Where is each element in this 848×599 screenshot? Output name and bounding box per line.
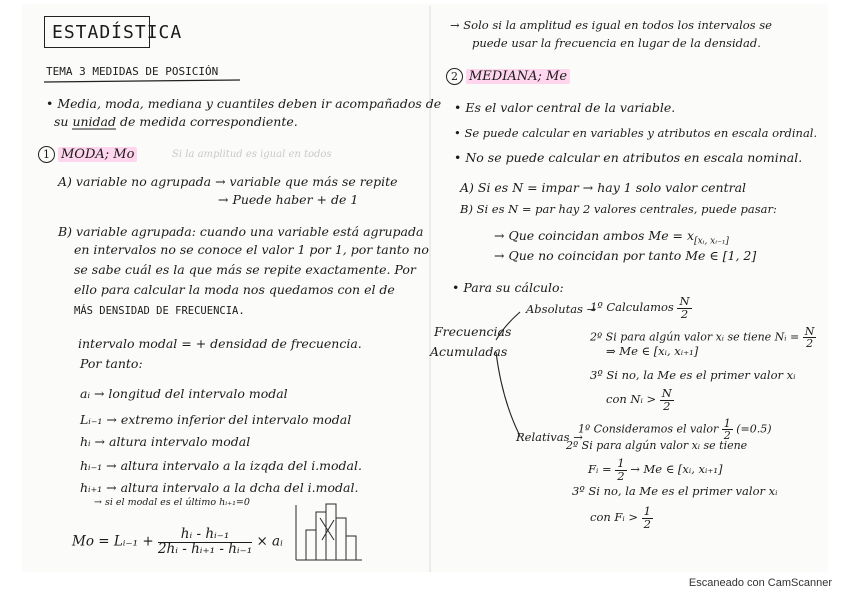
formula-denominator: 2hᵢ - hᵢ₊₁ - hᵢ₋₁ [157, 540, 253, 557]
def-hi: hᵢ → altura intervalo modal [80, 434, 251, 449]
abs-step-3b [606, 388, 674, 412]
frac-2: 2 [680, 306, 689, 321]
mediana-title: MEDIANA; Me [466, 69, 570, 84]
rel-step-2b-tail: → Me ∈ [xᵢ, xᵢ₊₁] [630, 462, 723, 476]
rel-step-3b-frac [642, 506, 653, 530]
moda-b-line-4: ello para calcular la moda nos quedamos con el de [74, 282, 395, 297]
abs-step-3b-text: con Nᵢ > [606, 392, 657, 406]
moda-heading [38, 146, 137, 163]
absolutas-label: Absolutas → [526, 302, 597, 316]
rel-step-1-text: 1º Consideramos el valor [578, 422, 719, 436]
scanner-footer: Escaneado con CamScanner [688, 577, 832, 589]
rel-step-1 [578, 418, 772, 441]
frac-2: 2 [643, 516, 651, 531]
frac-1: 1 [617, 456, 625, 470]
mediana-number: 2 [446, 68, 463, 85]
moda-b-line-3: se sabe cuál es la que más se repite exactamente. Por [74, 262, 416, 277]
frac-n: N [679, 294, 690, 308]
def-hi-minus-1: hᵢ₋₁ → altura intervalo a la izqda del i.modal. [80, 458, 362, 473]
formula-numerator: hᵢ - hᵢ₋₁ [158, 528, 252, 543]
intro-line-2: su unidad de medida correspondiente. [54, 114, 298, 129]
frac-2: 2 [663, 398, 671, 413]
rel-step-3b [590, 506, 653, 530]
no-coinciden-line: → Que no coincidan por tanto Me ∈ [1, 2] [494, 248, 757, 263]
mediana-bullet-1: • Es el valor central de la variable. [454, 100, 676, 115]
frac-2: 2 [723, 429, 731, 442]
frecuencias-label: Frecuencias [434, 324, 512, 339]
histogram-sketch [296, 504, 362, 560]
def-hi-plus-1: hᵢ₊₁ → altura intervalo a la dcha del i.modal. [80, 480, 359, 495]
page-title: ESTADÍSTICA [52, 22, 183, 43]
coinciden-text: → Que coincidan ambos Me = x [494, 228, 695, 243]
relativas-label: Relativas → [516, 430, 583, 444]
formula-fraction [158, 528, 252, 556]
abs-step-1 [590, 296, 692, 320]
abs-step-3: 3º Si no, la Me es el primer valor xᵢ [590, 368, 796, 382]
rel-step-2b [588, 458, 723, 482]
moda-b-line-2: en intervalos no se conoce el valor 1 por 1, por tanto no [74, 242, 429, 257]
top-note-1: → Solo si la amplitud es igual en todos los intervalos se [450, 18, 772, 32]
abs-step-2b: ⇒ Me ∈ [xᵢ, xᵢ₊₁] [606, 344, 699, 358]
frac-1: 1 [723, 417, 731, 430]
note-last-interval: → si el modal es el último hᵢ₊₁=0 [94, 497, 250, 508]
theme-underline [44, 80, 240, 82]
abs-step-2-text: 2º Si para algún valor xᵢ se tiene Nᵢ = [590, 330, 800, 344]
abs-step-2-frac [803, 326, 817, 349]
mediana-b-line: B) Si es N = par hay 2 valores centrales, puede pasar: [460, 202, 777, 216]
moda-title: MODA; Mo [58, 147, 137, 162]
moda-number: 1 [38, 146, 55, 163]
abs-step-1-text: 1º Calculamos [590, 300, 674, 314]
formula-lhs: Mo = Lᵢ₋₁ + [72, 533, 154, 550]
moda-b-line-1: B) variable agrupada: cuando una variable está agrupada [58, 224, 424, 239]
mediana-bullet-3: • No se puede calcular en atributos en escala nominal. [454, 150, 803, 165]
rel-step-1-value: (=0.5) [736, 422, 772, 436]
rel-step-3: 3º Si no, la Me es el primer valor xᵢ [572, 484, 778, 498]
frac-n: N [661, 386, 672, 400]
rel-step-2: 2º Si para algún valor xᵢ se tiene [566, 439, 748, 452]
para-calculo: • Para su cálculo: [452, 280, 564, 295]
intervalo-modal-line: intervalo modal = + densidad de frecuencia. [78, 336, 362, 351]
intro-line-1: • Media, moda, mediana y cuantiles deben ir acompañados de [46, 96, 442, 111]
abs-step-3b-frac [660, 388, 674, 412]
moda-b-line-5: MÁS DENSIDAD DE FRECUENCIA. [74, 305, 245, 317]
coinciden-line [494, 230, 729, 247]
moda-a-line2: → Puede haber + de 1 [218, 192, 359, 207]
formula-tail: × aᵢ [256, 533, 283, 550]
rel-step-2b-frac [615, 458, 626, 482]
rel-step-3b-text: con Fᵢ > [590, 510, 639, 524]
mediana-a-line: A) Si es N = impar → hay 1 solo valor central [460, 180, 747, 195]
def-li-1: Lᵢ₋₁ → extremo inferior del intervalo modal [80, 412, 352, 427]
pencil-note: Si la amplitud es igual en todos [172, 149, 332, 160]
rel-step-2b-fi: Fᵢ = [588, 462, 612, 476]
acumuladas-label: Acumuladas [430, 344, 508, 359]
rel-step-1-frac [722, 418, 733, 441]
moda-formula [72, 528, 283, 556]
abs-step-1-frac [677, 296, 691, 320]
mediana-bullet-2: • Se puede calcular en variables y atributos en escala ordinal. [454, 126, 818, 140]
por-tanto: Por tanto: [80, 356, 143, 371]
frac-n: N [804, 325, 815, 338]
moda-a-line1: A) variable no agrupada → variable que más se repite [58, 174, 398, 189]
def-ai: aᵢ → longitud del intervalo modal [80, 386, 288, 401]
frac-2: 2 [806, 337, 814, 350]
frac-2: 2 [617, 468, 625, 483]
theme-heading: TEMA 3 MEDIDAS DE POSICIÓN [46, 65, 219, 78]
frac-1: 1 [643, 504, 651, 518]
top-note-2: puede usar la frecuencia en lugar de la densidad. [472, 36, 761, 50]
mediana-heading [446, 68, 570, 85]
coinciden-sub: [xᵢ, xᵢ₋₁] [694, 236, 729, 247]
